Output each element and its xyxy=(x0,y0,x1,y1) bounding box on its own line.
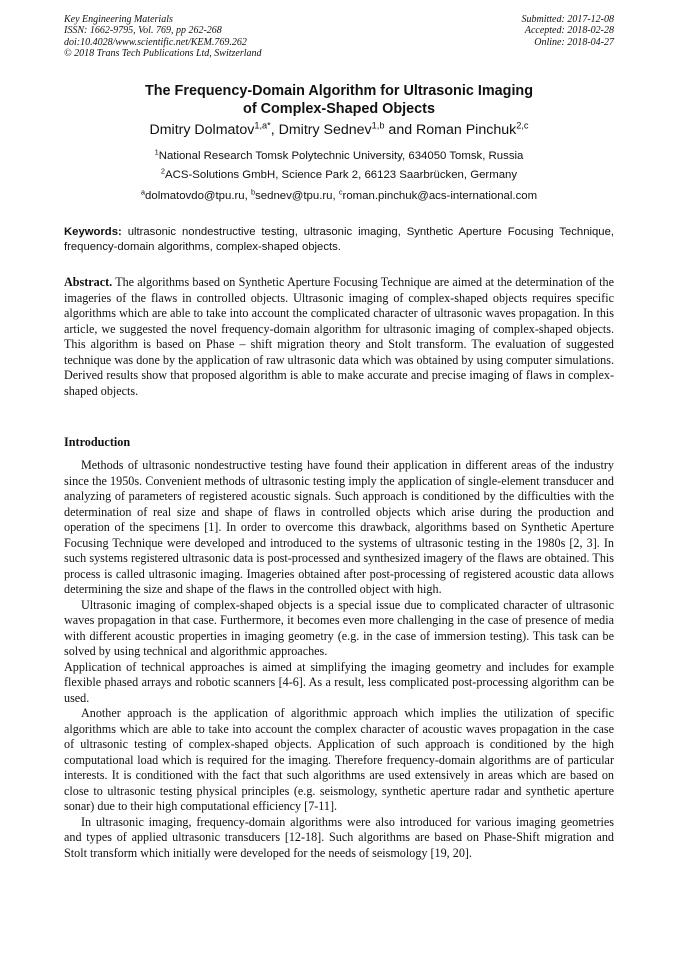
publication-dates xyxy=(522,14,615,48)
author-2-marker: 1,b xyxy=(371,120,385,131)
online-date: Online: 2018-04-27 xyxy=(534,36,614,48)
journal-name: Key Engineering Materials xyxy=(64,14,173,25)
email-b: sednev@tpu.ru, xyxy=(255,190,339,202)
affiliation-2 xyxy=(64,168,614,182)
author-1-marker: 1,a* xyxy=(254,120,271,131)
copyright-line: © 2018 Trans Tech Publications Ltd, Switzerland xyxy=(64,48,262,60)
accepted-date: Accepted: 2018-02-28 xyxy=(524,25,614,37)
affiliation-1-text: National Research Tomsk Polytechnic University, 634050 Tomsk, Russia xyxy=(158,150,524,162)
abstract-label: Abstract. xyxy=(64,275,113,289)
doi-line: doi:10.4028/www.scientific.net/KEM.769.262 xyxy=(64,36,247,48)
email-c: roman.pinchuk@acs-international.com xyxy=(342,190,538,202)
publication-info xyxy=(64,14,262,60)
author-3: and Roman Pinchuk xyxy=(384,122,517,138)
intro-paragraph-4: Another approach is the application of algorithmic approach which implies the utilization of specific algorithms which are able to take into account the complex character of acoustic waves propagation in the case of ultrasonic testing of complex-shaped objects. Application of such approach is conditioned by the high computational load which is required for the imaging. Therefore frequency-domain algorithms are of particular interests. It is conditioned with the fact that such algorithms are used extensively in areas which are based on close to ultrasonic testing physical principles (e.g. seismology, synthetic aperture radar and synthetic aperture sonar) due to their high computational efficiency [7-11]. xyxy=(64,706,614,814)
keywords-text: ultrasonic nondestructive testing, ultrasonic imaging, Synthetic Aperture Focusing Technique, frequency-domain algorithms, complex-shaped objects. xyxy=(64,226,614,253)
abstract-text: The algorithms based on Synthetic Aperture Focusing Technique are aimed at the determination of the imageries of the flaws in controlled objects. Ultrasonic imaging of complex-shaped objects requires specific algorithms which are able to take into account the complicated character of ultrasonic waves propagation. In this article, we suggested the novel frequency-domain algorithm for ultrasonic imaging of complex-shaped objects. This algorithm is based on Phase – shift migration theory and Stolt transform. The evaluation of suggested technique was done by the application of raw ultrasonic data which was obtained by using computer simulations. Derived results show that proposed algorithm is able to make accurate and precise imaging of flaws in complex-shaped objects. xyxy=(64,275,614,398)
author-1: Dmitry Dolmatov xyxy=(149,122,255,138)
issn-line: ISSN: 1662-9795, Vol. 769, pp 262-268 xyxy=(64,25,222,37)
affiliation-1 xyxy=(64,149,614,163)
paper-title xyxy=(64,82,614,118)
email-c-marker: c xyxy=(338,187,343,197)
author-2: , Dmitry Sednev xyxy=(270,122,372,138)
title-line-1: The Frequency-Domain Algorithm for Ultrasonic Imaging xyxy=(144,83,534,99)
email-a-marker: a xyxy=(140,187,146,197)
author-3-marker: 2,c xyxy=(516,120,529,131)
affiliation-1-marker: 1 xyxy=(154,147,159,157)
abstract-section xyxy=(64,275,614,399)
submitted-date: Submitted: 2017-12-08 xyxy=(521,14,614,25)
keywords-section xyxy=(64,225,614,255)
intro-paragraph-5: In ultrasonic imaging, frequency-domain algorithms were also introduced for various imaging geometries and types of applied ultrasonic transducers [12-18]. Such algorithms are based on Phase-Shift migration and Stolt transform which initially were developed for the needs of seismology [19, 20]. xyxy=(64,814,614,860)
affiliation-2-text: ACS-Solutions GmbH, Science Park 2, 66123 Saarbrücken, Germany xyxy=(165,169,518,181)
email-list xyxy=(64,189,614,203)
author-list xyxy=(64,121,614,139)
intro-paragraph-2: Ultrasonic imaging of complex-shaped objects is a special issue due to complicated character of ultrasonic waves propagation in that case. Furthermore, it becomes even more challenging in the case of presence of media with different acoustic properties in imaging geometry (e.g. in the case of immersion testing). This task can be solved by using technical and algorithmic approaches. xyxy=(64,597,614,659)
introduction-body xyxy=(64,458,614,861)
email-b-marker: b xyxy=(250,187,256,197)
intro-paragraph-1: Methods of ultrasonic nondestructive testing have found their application in different areas of the industry since the 1950s. Convenient methods of ultrasonic testing imply the application of single-element transducer and analyzing of parameters of registered acoustic signals. Such approach is conditioned by the difficulties with the determination of real size and shape of flaws in controlled objects which arise during the production and operation of the specimens [1]. In order to overcome this drawback, algorithms based on Synthetic Aperture Focusing Technique were developed and introduced to the systems of ultrasonic testing in the 1980s [2, 3]. In such systems registered ultrasonic data is post-processed and synthesized imagery of the flaws are obtained. This process is called ultrasonic imaging. Imageries obtained after post-processing of registered acoustic data allows determining the size and shape of the flaws in the controlled object with high. xyxy=(64,458,614,597)
email-a: dolmatovdo@tpu.ru, xyxy=(145,190,251,202)
intro-paragraph-3: Application of technical approaches is aimed at simplifying the imaging geometry and includes for example flexible phased arrays and robotic scanners [4-6]. As a result, less complicated post-processing algorithm can be used. xyxy=(64,659,614,705)
title-line-2: of Complex-Shaped Objects xyxy=(243,101,435,117)
affiliation-2-marker: 2 xyxy=(160,166,166,176)
introduction-heading: Introduction xyxy=(64,435,131,449)
keywords-label: Keywords: xyxy=(64,226,122,238)
